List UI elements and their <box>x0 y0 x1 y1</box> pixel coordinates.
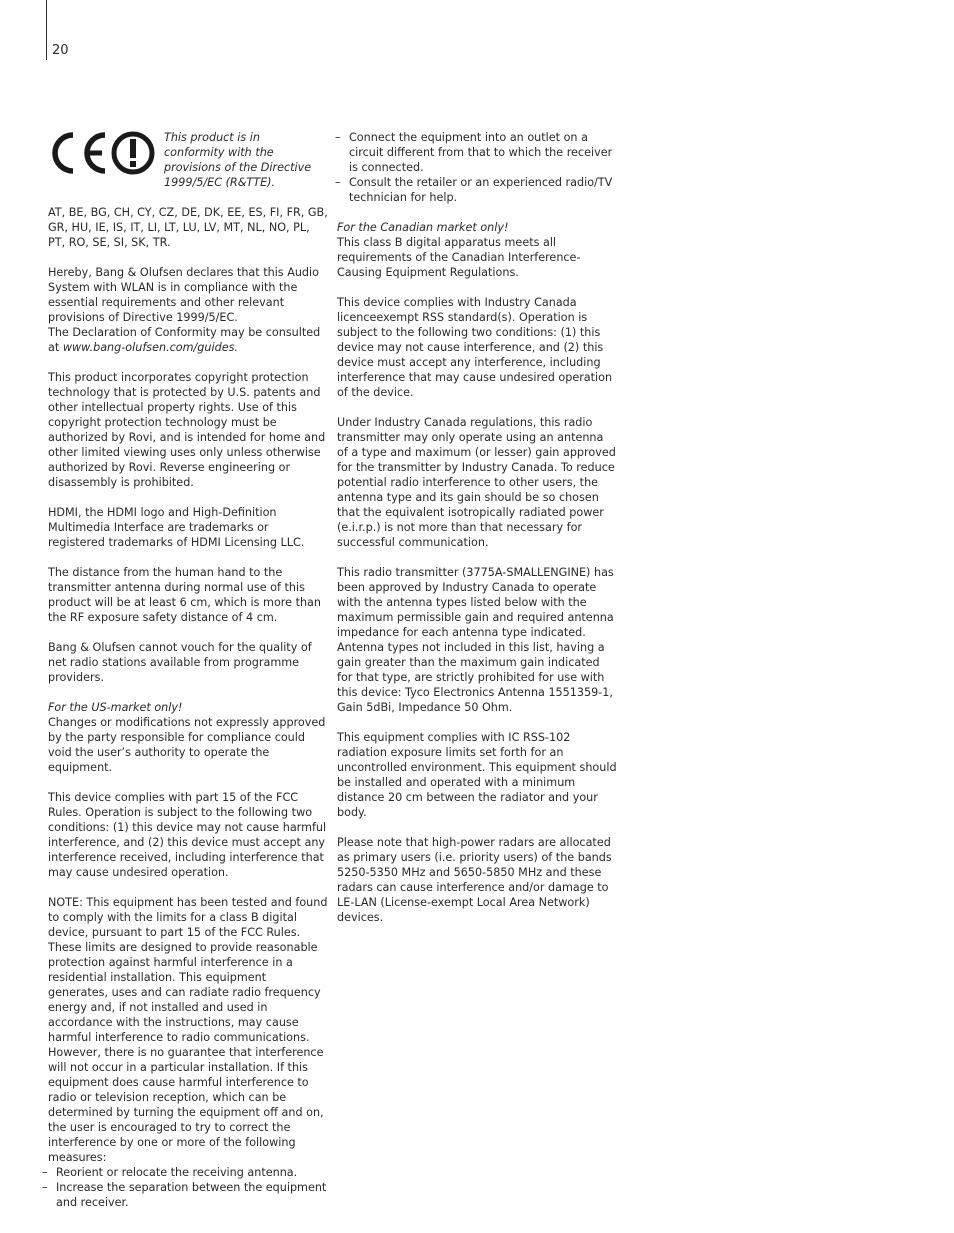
page-number: 20 <box>52 43 69 58</box>
country-list: AT, BE, BG, CH, CY, CZ, DE, DK, EE, ES, FI, FR, GB, GR, HU, IE, IS, IT, LI, LT, LU, LV, MT, NL, NO, PL, PT, RO, SE, SI, SK, TR. <box>48 206 328 249</box>
right-column <box>337 130 617 940</box>
declaration-text: Hereby, Bang & Olufsen declares that this Audio System with WLAN is in compliance with the essential requirements and other relevant provisions of Directive 1999/5/EC. <box>48 266 319 324</box>
list-item: – Consult the retailer or an experienced radio/TV technician for help. <box>337 175 617 205</box>
interference-measures-list-continued <box>337 130 617 205</box>
list-item: – Reorient or relocate the receiving antenna. <box>44 1165 328 1180</box>
declaration-link-prefix: The Declaration of Conformity may be consulted at <box>48 326 321 354</box>
declaration-link-text <box>48 325 328 355</box>
canada-rss-notice: This device complies with Industry Canada licenceexempt RSS standard(s). Operation is subject to the following two conditions: (1) this device may not cause interference, and (2) this device must accept any interference, including interference that may cause undesired operation of the device. <box>337 296 613 399</box>
list-item: – Increase the separation between the equipment and receiver. <box>44 1180 328 1210</box>
canada-regulations-notice: Under Industry Canada regulations, this radio transmitter may only operate using an antenna of a type and maximum (or lesser) gain approved for the transmitter by Industry Canada. To reduce potential radio interference to other users, the antenna type and its gain should be so chosen that the equivalent isotropically radiated power (e.i.r.p.) is not more than that necessary for successful communication. <box>337 416 616 549</box>
net-radio-notice: Bang & Olufsen cannot vouch for the quality of net radio stations available from programme providers. <box>48 641 312 684</box>
list-item: – Connect the equipment into an outlet on a circuit different from that to which the receiver is connected. <box>337 130 617 175</box>
fcc-note: NOTE: This equipment has been tested and found to comply with the limits for a class B digital device, pursuant to part 15 of the FCC Rules. These limits are designed to provide reasonable protection against harmful interference in a residential installation. This equipment generates, uses and can radiate radio frequency energy and, if not installed and used in accordance with the instructions, may cause harmful interference to radio communications. However, there is no guarantee that interference will not occur in a particular installation. If this equipment does cause harmful interference to radio or television reception, which can be determined by turning the equipment off and on, the user is encouraged to try to correct the interference by one or more of the following measures: <box>48 896 328 1164</box>
canada-transmitter-notice: This radio transmitter (3775A-SMALLENGINE) has been approved by Industry Canada to operate with the antenna types listed below with the maximum permissible gain and required antenna impedance for each antenna type indicated. Antenna types not included in this list, having a gain greater than the maximum gain indicated for that type, are strictly prohibited for use with this device: Tyco Electronics Antenna 1551359-1, Gain 5dBi, Impedance 50 Ohm. <box>337 566 614 714</box>
hdmi-notice: HDMI, the HDMI logo and High-Definition Multimedia Interface are trademarks or registered trademarks of HDMI Licensing LLC. <box>48 506 305 549</box>
class-2-alert-icon <box>110 130 160 176</box>
page-edge-rule <box>46 0 47 60</box>
conformity-marks <box>48 130 328 190</box>
rf-distance-notice: The distance from the human hand to the transmitter antenna during normal use of this product will be at least 6 cm, which is more than the RF exposure safety distance of 4 cm. <box>48 566 322 624</box>
left-column <box>48 130 328 1225</box>
us-market-heading: For the US-market only! <box>48 701 183 714</box>
guides-url[interactable]: www.bang-olufsen.com/guides. <box>62 341 238 354</box>
ce-conformity-note: This product is in conformity with the provisions of the Directive 1999/5/EC (R&TTE). <box>164 131 312 189</box>
canada-radiation-notice: This equipment complies with IC RSS-102 radiation exposure limits set forth for an uncontrolled environment. This equipment should be installed and operated with a minimum distance 20 cm between the radiator and your body. <box>337 731 617 819</box>
canadian-market-heading: For the Canadian market only! <box>337 221 509 234</box>
canada-class-b-notice: This class B digital apparatus meets all requirements of the Canadian Interference-Causing Equipment Regulations. <box>337 236 581 279</box>
copyright-notice: This product incorporates copyright protection technology that is protected by U.S. patents and other intellectual property rights. Use of this copyright protection technology must be authorized by Rovi, and is intended for home and other limited viewing uses only unless otherwise authorized by Rovi. Reverse engineering or disassembly is prohibited. <box>48 371 326 489</box>
ce-mark-icon <box>48 130 110 176</box>
us-changes-notice: Changes or modifications not expressly approved by the party responsible for compliance could void the user’s authority to operate the equipment. <box>48 716 326 774</box>
radar-notice: Please note that high-power radars are allocated as primary users (i.e. priority users) of the bands 5250-5350 MHz and 5650-5850 MHz and these radars can cause interference and/or damage to LE-LAN (License-exempt Local Area Network) devices. <box>337 836 612 924</box>
fcc-part15-notice: This device complies with part 15 of the FCC Rules. Operation is subject to the following two conditions: (1) this device may not cause harmful interference, and (2) this device must accept any interference received, including interference that may cause undesired operation. <box>48 791 327 879</box>
interference-measures-list <box>48 1165 328 1210</box>
